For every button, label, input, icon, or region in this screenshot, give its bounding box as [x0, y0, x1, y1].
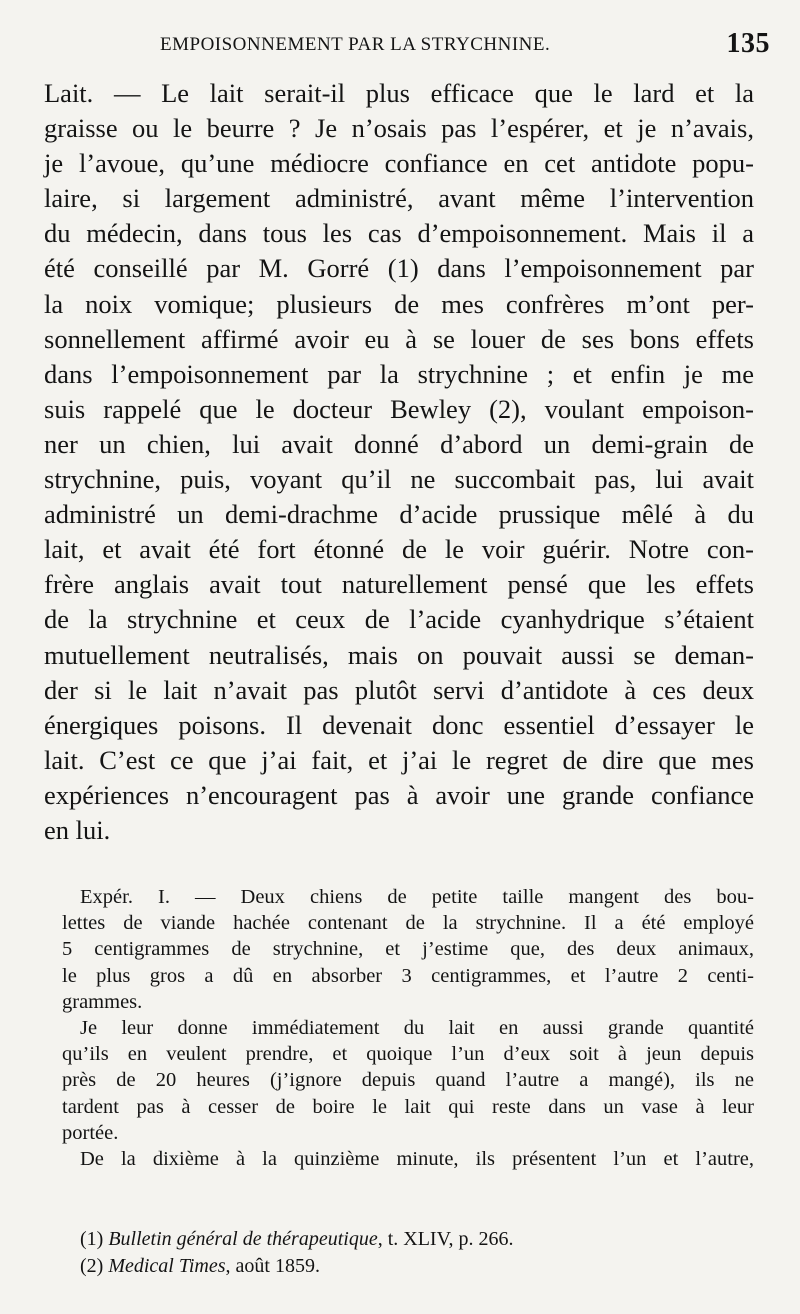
text-line: der si le lait n’avait pas plutôt servi d’antidote à ces deux: [44, 674, 754, 705]
experiment-line: De la dixième à la quinzième minute, ils présentent l’un et l’autre,: [80, 1148, 754, 1171]
text-line: administré un demi-drachme d’acide prussique mêlé à du: [44, 499, 754, 530]
text-line: expériences n’encouragent pas à avoir une grande confiance: [44, 779, 754, 810]
experiment-line: lettes de viande hachée contenant de la strychnine. Il a été employé: [62, 912, 754, 935]
text-line: été conseillé par M. Gorré (1) dans l’empoisonnement par: [44, 253, 754, 284]
footnote: [80, 1253, 680, 1280]
footnote-title: Bulletin général de thérapeutique: [108, 1228, 378, 1250]
text-line: lait, et avait été fort étonné de le voir guérir. Notre con-: [44, 534, 754, 565]
text-line: frère anglais avait tout naturellement pensé que les effets: [44, 569, 754, 600]
text-line: je l’avoue, qu’une médiocre confiance en cet antidote popu-: [44, 148, 754, 179]
experiment-line: portée.: [62, 1121, 119, 1144]
text-line: la noix vomique; plusieurs de mes confrères m’ont per-: [44, 288, 754, 319]
page-number: 135: [726, 28, 770, 59]
text-line: mutuellement neutralisés, mais on pouvait aussi se deman-: [44, 639, 754, 670]
running-title: EMPOISONNEMENT PAR LA STRYCHNINE.: [160, 34, 551, 55]
text-line: du médecin, dans tous les cas d’empoisonnement. Mais il a: [44, 218, 754, 249]
text-line: en lui.: [44, 814, 111, 845]
experiment-line: qu’ils en veulent prendre, et quoique l’un d’eux soit à jeun depuis: [62, 1043, 754, 1066]
experiment-line: le plus gros a dû en absorber 3 centigrammes, et l’autre 2 centi-: [62, 964, 754, 987]
main-text: [44, 76, 754, 848]
text-line: ner un chien, lui avait donné d’abord un demi-grain de: [44, 428, 754, 459]
footnote-mark: (1): [80, 1228, 109, 1250]
experiment-line: près de 20 heures (j’ignore depuis quand l’autre a mangé), ils ne: [62, 1069, 754, 1092]
footnote: [80, 1226, 680, 1253]
text-line: de la strychnine et ceux de l’acide cyanhydrique s’étaient: [44, 604, 754, 635]
experiment-line: tardent pas à cesser de boire le lait qui reste dans un vase à leur: [62, 1095, 754, 1118]
experiment-text: [62, 884, 754, 1172]
footnote-rest: , t. XLIV, p. 266.: [377, 1228, 514, 1250]
footnote-rest: , août 1859.: [225, 1255, 320, 1277]
text-line: dans l’empoisonnement par la strychnine ; et enfin je me: [44, 358, 754, 389]
text-line: sonnellement affirmé avoir eu à se louer de ses bons effets: [44, 323, 754, 354]
text-line: graisse ou le beurre ? Je n’osais pas l’espérer, et je n’avais,: [44, 113, 754, 144]
experiment-line: grammes.: [62, 990, 143, 1013]
footnotes: [80, 1226, 680, 1280]
text-line: laire, si largement administré, avant même l’intervention: [44, 183, 754, 214]
text-line: strychnine, puis, voyant qu’il ne succombait pas, lui avait: [44, 464, 754, 495]
running-header: [160, 28, 770, 59]
text-line: suis rappelé que le docteur Bewley (2), voulant empoison-: [44, 393, 754, 424]
text-line: Lait. — Le lait serait-il plus efficace que le lard et la: [44, 78, 754, 108]
experiment-line: 5 centigrammes de strychnine, et j’estime que, des deux animaux,: [62, 938, 754, 961]
text-line: énergiques poisons. Il devenait donc essentiel d’essayer le: [44, 709, 754, 740]
experiment-line: Expér. I. — Deux chiens de petite taille mangent des bou-: [80, 886, 754, 908]
text-line: lait. C’est ce que j’ai fait, et j’ai le regret de dire que mes: [44, 744, 754, 775]
experiment-line: Je leur donne immédiatement du lait en aussi grande quantité: [80, 1017, 754, 1040]
footnote-mark: (2): [80, 1255, 109, 1277]
footnote-title: Medical Times: [108, 1255, 226, 1277]
